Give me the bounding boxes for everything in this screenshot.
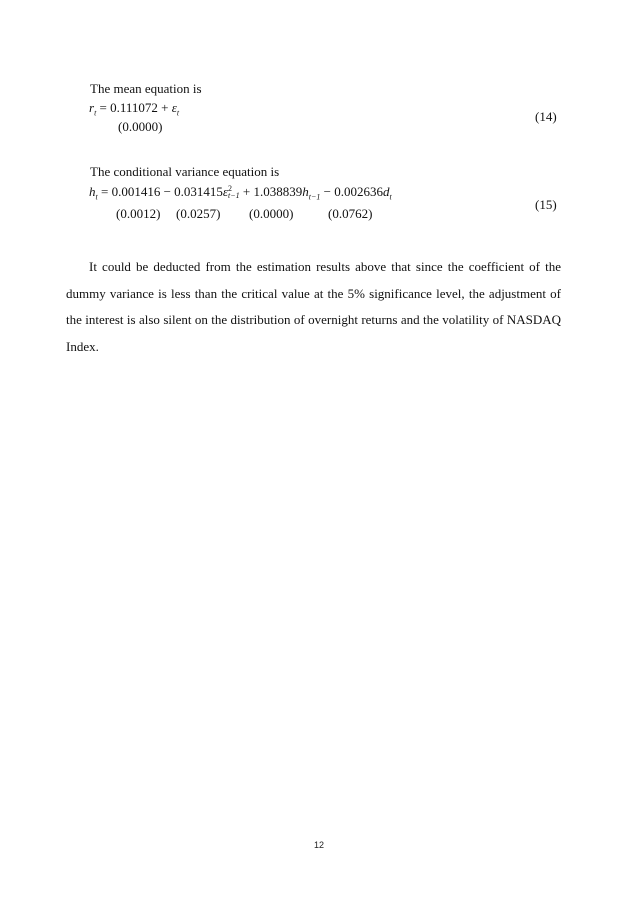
variance-epsilon-sup: 2 bbox=[228, 184, 233, 194]
variance-h-sub: t bbox=[95, 192, 98, 202]
mean-equation bbox=[89, 100, 179, 116]
variance-coef-1: + 1.038839 bbox=[242, 184, 303, 199]
variance-h-lag-sub: t−1 bbox=[308, 192, 321, 202]
variance-h-lag: h bbox=[302, 184, 309, 199]
variance-h: h bbox=[89, 184, 96, 199]
variance-coef-0: = 0.001416 − 0.031415 bbox=[100, 184, 223, 199]
mean-equation-epsilon: ε bbox=[171, 100, 177, 115]
variance-se-2: (0.0000) bbox=[249, 206, 294, 221]
variance-epsilon: ε bbox=[222, 184, 229, 199]
variance-se-3: (0.0762) bbox=[328, 206, 373, 221]
variance-d-sub: t bbox=[389, 192, 392, 202]
mean-equation-lhs: r bbox=[89, 100, 95, 115]
mean-equation-standard-error: (0.0000) bbox=[118, 119, 163, 134]
mean-equation-epsilon-sub: t bbox=[176, 108, 180, 118]
equation-number-15: (15) bbox=[535, 197, 557, 212]
mean-equation-rhs-const: = 0.111072 + bbox=[99, 100, 169, 115]
mean-equation-lhs-sub: t bbox=[94, 108, 97, 118]
variance-equation bbox=[89, 184, 392, 200]
variance-equation-intro: The conditional variance equation is bbox=[90, 164, 280, 179]
mean-equation-intro: The mean equation is bbox=[90, 81, 202, 96]
variance-se-1: (0.0257) bbox=[176, 206, 221, 221]
equation-number-14: (14) bbox=[535, 109, 557, 124]
variance-d: d bbox=[382, 184, 390, 199]
variance-coef-2: − 0.002636 bbox=[323, 184, 383, 199]
page-number: 12 bbox=[313, 840, 324, 850]
variance-epsilon-sub: t−1 bbox=[228, 191, 240, 201]
variance-se-0: (0.0012) bbox=[116, 206, 161, 221]
body-paragraph: It could be deducted from the estimation results above that since the coefficient of the dummy variance is less than the critical value at the 5% significance level, the adjustment of the interest is also silent on the distribution of overnight returns and the volatility of NASDAQ Index. bbox=[66, 259, 561, 354]
